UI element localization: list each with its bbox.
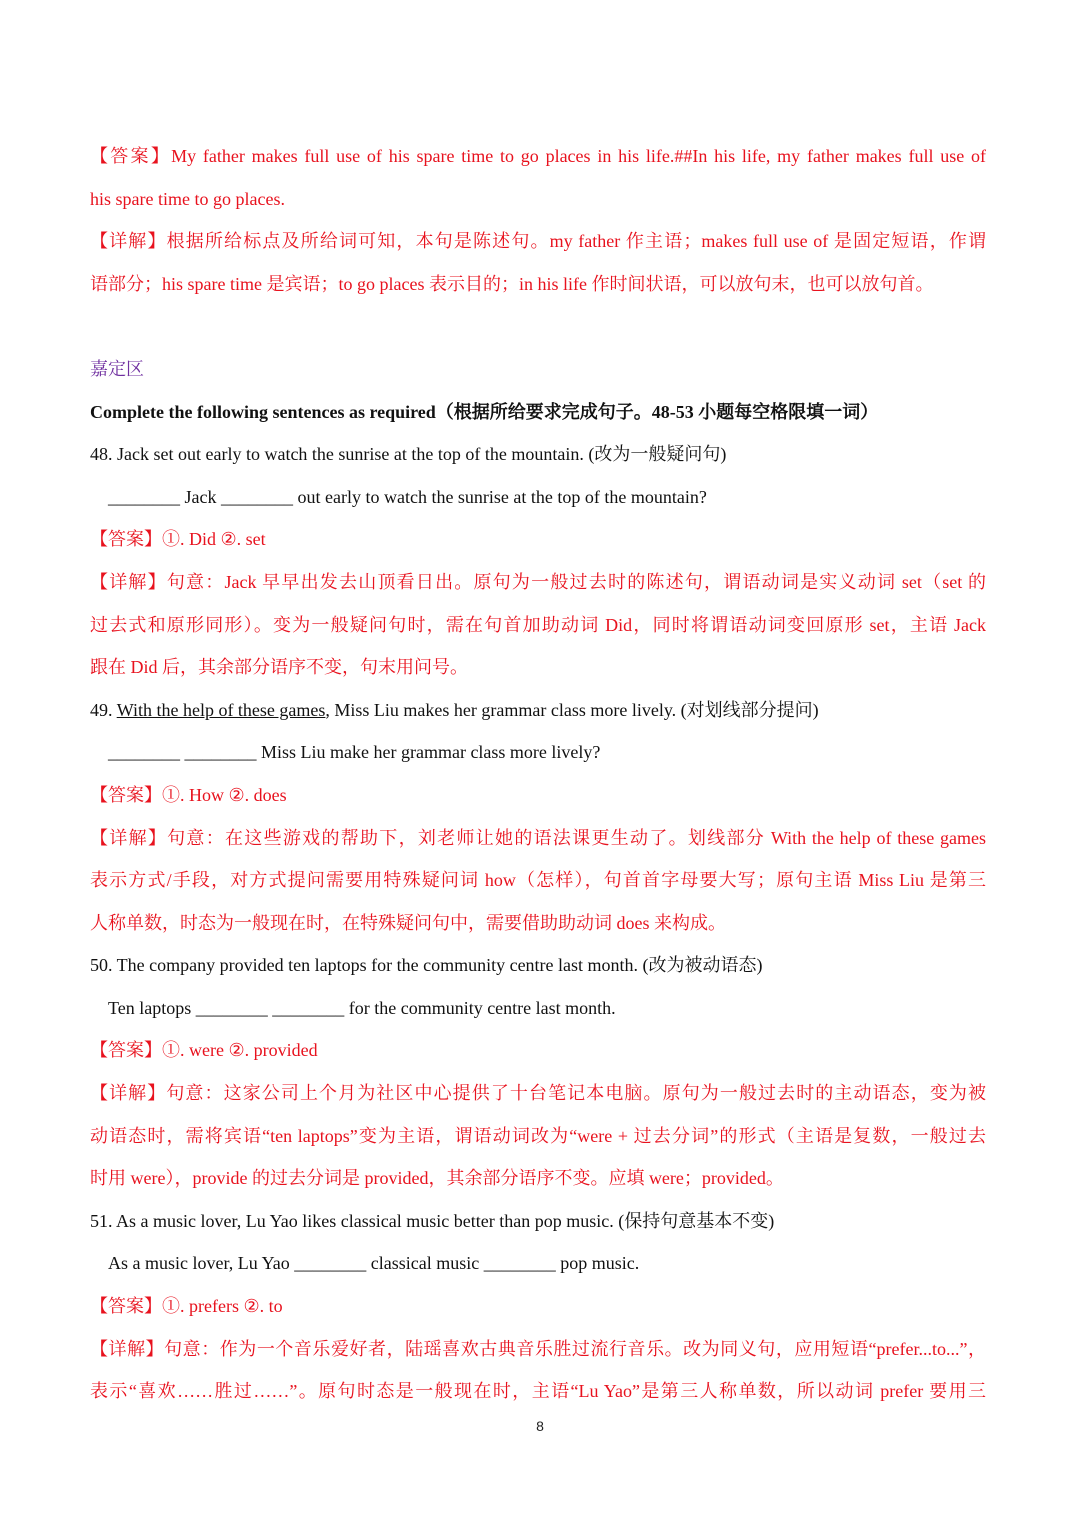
explain-49-line-1: 【详解】句意：在这些游戏的帮助下，刘老师让她的语法课更生动了。划线部分 With the help of these games: [90, 827, 986, 848]
district-heading: 嘉定区: [90, 358, 144, 379]
question-49: [90, 689, 986, 732]
answer-49: 【答案】①. How ②. does: [90, 784, 287, 805]
question-51-blank: As a music lover, Lu Yao ________ classical music ________ pop music.: [108, 1253, 640, 1274]
explain-48-line-1: 【详解】句意：Jack 早早出发去山顶看日出。原句为一般过去时的陈述句，谓语动词是实义动词 set（set 的: [90, 571, 986, 592]
explain-51-line-2: 表示“喜欢……胜过……”。原句时态是一般现在时，主语“Lu Yao”是第三人称单数，所以动词 prefer 要用三: [90, 1381, 986, 1402]
explain-49-line-3: 人称单数，时态为一般现在时，在特殊疑问句中，需要借助助动词 does 来构成。: [90, 912, 726, 933]
explain-prev-line-1: 【详解】根据所给标点及所给词可知，本句是陈述句。my father 作主语；makes full use of 是固定短语，作谓: [90, 231, 986, 252]
page-content: [90, 135, 986, 1413]
explain-50-line-1: 【详解】句意：这家公司上个月为社区中心提供了十台笔记本电脑。原句为一般过去时的主动语态，变为被: [90, 1083, 986, 1104]
question-49-underlined: With the help of these games: [116, 699, 326, 720]
explain-48-line-2: 过去式和原形同形）。变为一般疑问句时，需在句首加助动词 Did，同时将谓语动词变回原形 set，主语 Jack: [90, 614, 986, 635]
answer-prev-line-1: 【答案】My father makes full use of his spare time to go places in his life.##In his life, my father makes full use of: [90, 146, 986, 166]
answer-prev-line-2: his spare time to go places.: [90, 188, 285, 209]
question-48: 48. Jack set out early to watch the sunrise at the top of the mountain. (改为一般疑问句): [90, 444, 727, 465]
question-48-blank: ________ Jack ________ out early to watch the sunrise at the top of the mountain?: [108, 486, 707, 507]
explain-50-line-2: 动语态时，需将宾语“ten laptops”变为主语，谓语动词改为“were + 过去分词”的形式（主语是复数，一般过去: [90, 1125, 986, 1146]
question-49-number: 49.: [90, 699, 117, 720]
section-instruction: Complete the following sentences as required（根据所给要求完成句子。48-53 小题每空格限填一词）: [90, 401, 879, 422]
question-49-blank: ________ ________ Miss Liu make her grammar class more lively?: [108, 742, 601, 763]
explain-49-line-2: 表示方式/手段，对方式提问需要用特殊疑问词 how（怎样），句首首字母要大写；原句主语 Miss Liu 是第三: [90, 870, 986, 891]
section-gap: [90, 305, 986, 348]
answer-48: 【答案】①. Did ②. set: [90, 529, 266, 550]
question-51: 51. As a music lover, Lu Yao likes classical music better than pop music. (保持句意基本不变): [90, 1210, 775, 1231]
question-49-rest: , Miss Liu makes her grammar class more lively. (对划线部分提问): [325, 699, 819, 720]
question-50: 50. The company provided ten laptops for the community centre last month. (改为被动语态): [90, 955, 763, 976]
answer-51: 【答案】①. prefers ②. to: [90, 1296, 283, 1317]
explain-51-line-1: 【详解】句意：作为一个音乐爱好者，陆瑶喜欢古典音乐胜过流行音乐。改为同义句，应用短语“prefer...to...”，: [90, 1338, 986, 1359]
explain-prev-line-2: 语部分；his spare time 是宾语；to go places 表示目的；in his life 作时间状语，可以放句末，也可以放句首。: [90, 273, 934, 294]
page-number: 8: [536, 1418, 544, 1434]
explain-48-line-3: 跟在 Did 后，其余部分语序不变，句末用问号。: [90, 657, 468, 678]
answer-50: 【答案】①. were ②. provided: [90, 1040, 318, 1061]
explain-50-line-3: 时用 were），provide 的过去分词是 provided，其余部分语序不变。应填 were；provided。: [90, 1168, 784, 1189]
question-50-blank: Ten laptops ________ ________ for the community centre last month.: [108, 997, 616, 1018]
